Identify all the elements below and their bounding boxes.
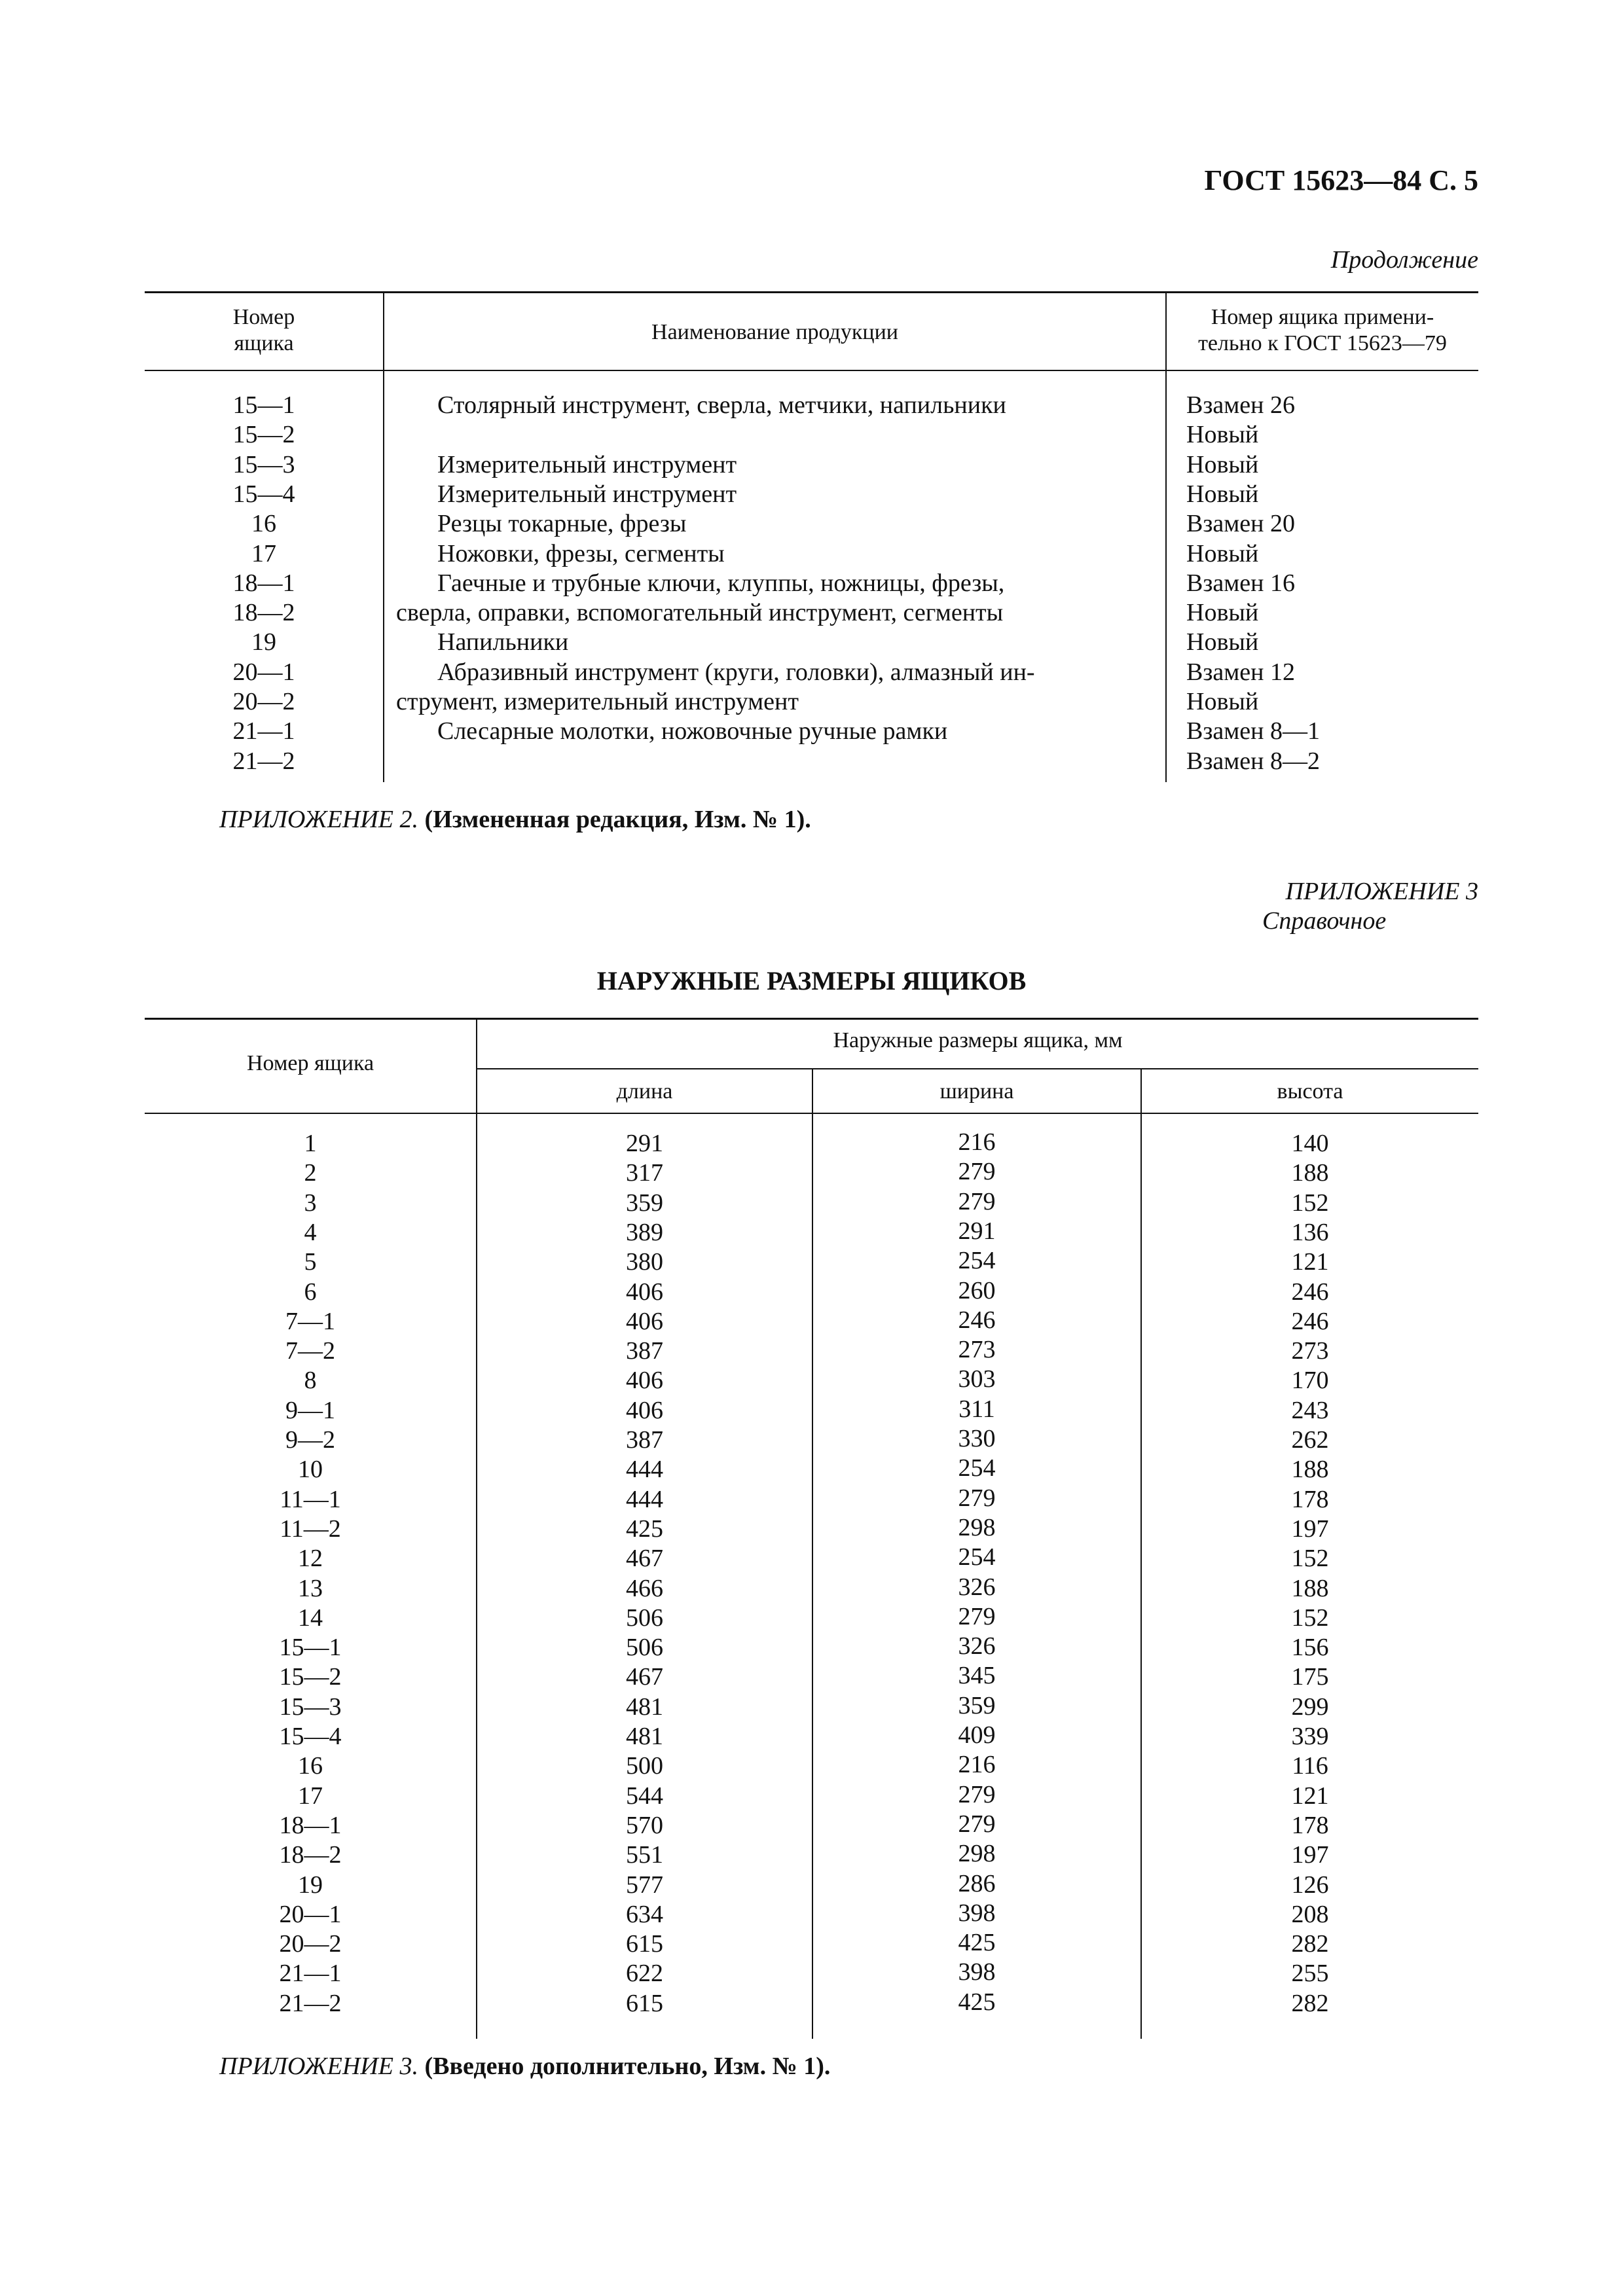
table2-cell-height: 136 — [1291, 1219, 1329, 1246]
table2-cell-height: 170 — [1291, 1367, 1329, 1394]
table1-header-line: Номер — [232, 305, 295, 329]
table2-cell-length: 291 — [626, 1130, 663, 1157]
table2-cell-height: 197 — [1291, 1841, 1329, 1869]
table2-cell-length: 317 — [626, 1159, 663, 1187]
table2-cell-box-number: 7—1 — [285, 1308, 335, 1335]
table2-cell-width: 311 — [958, 1395, 995, 1423]
table2-cell-width: 254 — [958, 1247, 996, 1274]
table1-cell-number: 20—2 — [232, 688, 295, 715]
appendix-3-label: ПРИЛОЖЕНИЕ 3 — [1285, 878, 1478, 905]
table2-cell-box-number: 11—2 — [280, 1515, 341, 1543]
table2-cell-length: 634 — [626, 1901, 663, 1928]
table2-cell-height: 197 — [1291, 1515, 1329, 1543]
table1-cell-old-number: Взамен 26 — [1186, 391, 1295, 419]
table2-cell-length: 466 — [626, 1575, 663, 1602]
table2-cell-length: 481 — [626, 1693, 663, 1721]
table2-cell-box-number: 15—4 — [279, 1723, 342, 1750]
table2-header-width: ширина — [939, 1079, 1014, 1103]
table2-cell-height: 140 — [1291, 1130, 1329, 1157]
table2-cell-height: 121 — [1291, 1248, 1329, 1276]
table2-cell-width: 330 — [958, 1425, 996, 1452]
caption-label: ПРИЛОЖЕНИЕ 2. — [219, 806, 418, 833]
table1-cell-old-number: Взамен 8—2 — [1186, 747, 1320, 775]
caption-appendix-3 — [219, 2052, 830, 2081]
table2-cell-length: 406 — [626, 1308, 663, 1335]
table2-cell-width: 279 — [958, 1484, 996, 1512]
table2-cell-length: 406 — [626, 1367, 663, 1394]
table2-cell-height: 156 — [1291, 1634, 1329, 1661]
table2-cell-length: 615 — [626, 1930, 663, 1958]
table1-cell-product: Измерительный инструмент — [437, 480, 737, 508]
table2-cell-length: 444 — [626, 1486, 663, 1513]
table1-cell-product: Слесарные молотки, ножовочные ручные рамки — [437, 717, 948, 745]
table2-cell-height: 126 — [1291, 1871, 1329, 1899]
table2-cell-box-number: 6 — [304, 1278, 317, 1306]
table2-cell-box-number: 15—2 — [279, 1663, 342, 1691]
table2-cell-width: 286 — [958, 1870, 996, 1897]
table1-cell-number: 21—1 — [232, 717, 295, 745]
table2-cell-length: 444 — [626, 1456, 663, 1483]
table2-cell-length: 615 — [626, 1990, 663, 2017]
table1-cell-old-number: Взамен 16 — [1186, 569, 1295, 597]
table1-cell-number: 16 — [251, 510, 276, 537]
table2-cell-length: 389 — [626, 1219, 663, 1246]
table1-cell-product: Измерительный инструмент — [437, 451, 737, 478]
table2-cell-width: 279 — [958, 1188, 996, 1215]
table2-cell-length: 622 — [626, 1960, 663, 1987]
table1-cell-old-number: Новый — [1186, 451, 1259, 478]
page-header: ГОСТ 15623—84 С. 5 — [1204, 164, 1478, 196]
table2-cell-height: 178 — [1291, 1812, 1329, 1839]
table2-header-length: длина — [616, 1079, 673, 1103]
table2-cell-box-number: 16 — [298, 1752, 323, 1780]
table1-col-divider-1 — [383, 291, 384, 782]
table2-cell-box-number: 4 — [304, 1219, 317, 1246]
table2-group-rule — [477, 1068, 1478, 1069]
table2-cell-box-number: 9—2 — [285, 1426, 335, 1454]
table2-cell-width: 326 — [958, 1573, 996, 1601]
table2-cell-length: 544 — [626, 1782, 663, 1810]
table2-cell-height: 116 — [1292, 1752, 1328, 1780]
table2-cell-height: 243 — [1291, 1397, 1329, 1424]
table2-cell-width: 359 — [958, 1692, 996, 1719]
table2-cell-width: 345 — [958, 1662, 996, 1689]
table2-cell-box-number: 3 — [304, 1189, 317, 1217]
table2-cell-height: 282 — [1291, 1930, 1329, 1958]
table2-cell-height: 152 — [1291, 1189, 1329, 1217]
table1-cell-number: 19 — [251, 628, 276, 656]
table2-cell-height: 188 — [1291, 1456, 1329, 1483]
table2-cell-length: 406 — [626, 1278, 663, 1306]
table2-cell-height: 282 — [1291, 1990, 1329, 2017]
table2-cell-box-number: 12 — [298, 1545, 323, 1572]
appendix-3-subtitle: Справочное — [1262, 907, 1387, 935]
table2-top-rule — [145, 1018, 1478, 1020]
table2-cell-box-number: 20—2 — [279, 1930, 342, 1958]
table2-cell-box-number: 18—2 — [279, 1841, 342, 1869]
table2-cell-length: 506 — [626, 1634, 663, 1661]
table2-cell-box-number: 7—2 — [285, 1337, 335, 1365]
table2-cell-length: 577 — [626, 1871, 663, 1899]
table1-cell-old-number: Взамен 12 — [1186, 658, 1295, 686]
table1-cell-product: Абразивный инструмент (круги, головки), алмазный ин- — [437, 658, 1035, 686]
table1-cell-old-number: Взамен 20 — [1186, 510, 1295, 537]
table1-cell-old-number: Новый — [1186, 540, 1259, 567]
table2-cell-box-number: 11—1 — [280, 1486, 341, 1513]
table2-cell-length: 467 — [626, 1545, 663, 1572]
table2-header-box-number: Номер ящика — [246, 1051, 374, 1075]
table2-cell-width: 254 — [958, 1454, 996, 1482]
table2-cell-length: 380 — [626, 1248, 663, 1276]
table1-cell-product: сверла, оправки, вспомогательный инструмент, сегменты — [396, 599, 1004, 626]
caption-text: (Введено дополнительно, Изм. № 1). — [424, 2053, 831, 2080]
table1-cell-number: 21—2 — [232, 747, 295, 775]
table1-cell-product: Столярный инструмент, сверла, метчики, напильники — [437, 391, 1006, 419]
table1-cell-number: 18—2 — [232, 599, 295, 626]
table2-cell-width: 260 — [958, 1277, 996, 1304]
table2-cell-height: 273 — [1291, 1337, 1329, 1365]
continuation-label: Продолжение — [1330, 246, 1478, 274]
table1-cell-product: Гаечные и трубные ключи, клуппы, ножницы, фрезы, — [437, 569, 1005, 597]
table1-cell-product: струмент, измерительный инструмент — [396, 688, 799, 715]
table2-cell-box-number: 18—1 — [279, 1812, 342, 1839]
table2-cell-height: 208 — [1291, 1901, 1329, 1928]
table2-cell-box-number: 21—1 — [279, 1960, 342, 1987]
table1-cell-old-number: Новый — [1186, 688, 1259, 715]
table2-cell-length: 500 — [626, 1752, 663, 1780]
table2-cell-width: 273 — [958, 1336, 996, 1363]
table2-cell-box-number: 19 — [298, 1871, 323, 1899]
table2-cell-width: 216 — [958, 1751, 996, 1778]
caption-text: (Измененная редакция, Изм. № 1). — [424, 806, 811, 833]
table2-cell-box-number: 13 — [298, 1575, 323, 1602]
table2-cell-height: 178 — [1291, 1486, 1329, 1513]
table1-cell-old-number: Взамен 8—1 — [1186, 717, 1320, 745]
table1-header-line: Номер ящика примени- — [1211, 305, 1434, 329]
table1-cell-old-number: Новый — [1186, 628, 1259, 656]
table1-header-line: тельно к ГОСТ 15623—79 — [1198, 331, 1447, 355]
table2-cell-length: 406 — [626, 1397, 663, 1424]
table2-cell-height: 255 — [1291, 1960, 1329, 1987]
table2-header-group: Наружные размеры ящика, мм — [833, 1028, 1123, 1052]
table2-cell-box-number: 1 — [304, 1130, 317, 1157]
table2-cell-height: 188 — [1291, 1575, 1329, 1602]
table1-cell-old-number: Новый — [1186, 599, 1259, 626]
table2-cell-width: 409 — [958, 1721, 996, 1749]
table2-cell-length: 359 — [626, 1189, 663, 1217]
table2-cell-width: 425 — [958, 1988, 996, 2016]
table2-cell-length: 551 — [626, 1841, 663, 1869]
table2-cell-length: 481 — [626, 1723, 663, 1750]
table2-cell-box-number: 8 — [304, 1367, 317, 1394]
table2-cell-length: 506 — [626, 1604, 663, 1632]
table2-cell-length: 387 — [626, 1426, 663, 1454]
caption-label: ПРИЛОЖЕНИЕ 3. — [219, 2053, 418, 2080]
table2-cell-height: 339 — [1291, 1723, 1329, 1750]
table1-cell-number: 15—4 — [232, 480, 295, 508]
table2-cell-box-number: 20—1 — [279, 1901, 342, 1928]
table2-cell-width: 398 — [958, 1958, 996, 1986]
table2-cell-box-number: 9—1 — [285, 1397, 335, 1424]
table1-header-product-name: Наименование продукции — [651, 320, 898, 344]
table2-cell-height: 246 — [1291, 1308, 1329, 1335]
table1-col-divider-2 — [1165, 291, 1167, 782]
table2-cell-box-number: 21—2 — [279, 1990, 342, 2017]
table1-cell-number: 15—2 — [232, 421, 295, 448]
table1-cell-old-number: Новый — [1186, 480, 1259, 508]
table2-cell-width: 279 — [958, 1603, 996, 1630]
table2-cell-box-number: 15—3 — [279, 1693, 342, 1721]
table2-cell-height: 152 — [1291, 1545, 1329, 1572]
table2-cell-width: 326 — [958, 1632, 996, 1660]
table1-cell-product: Ножовки, фрезы, сегменты — [437, 540, 725, 567]
table1-cell-product: Резцы токарные, фрезы — [437, 510, 687, 537]
table2-title: НАРУЖНЫЕ РАЗМЕРЫ ЯЩИКОВ — [596, 966, 1027, 996]
table1-cell-number: 15—3 — [232, 451, 295, 478]
table2-cell-width: 216 — [958, 1128, 996, 1156]
table2-cell-height: 188 — [1291, 1159, 1329, 1187]
table1-top-rule — [145, 291, 1478, 293]
table2-cell-width: 279 — [958, 1781, 996, 1808]
table2-cell-box-number: 10 — [298, 1456, 323, 1483]
table1-cell-number: 17 — [251, 540, 276, 567]
table1-header-box-number — [145, 304, 383, 357]
table1-cell-number: 18—1 — [232, 569, 295, 597]
table2-cell-box-number: 17 — [298, 1782, 323, 1810]
table2-cell-box-number: 5 — [304, 1248, 317, 1276]
caption-appendix-2 — [219, 805, 811, 834]
table1-header-rule — [145, 370, 1478, 371]
table2-cell-width: 398 — [958, 1899, 996, 1927]
table2-cell-height: 299 — [1291, 1693, 1329, 1721]
table2-cell-length: 570 — [626, 1812, 663, 1839]
table2-cell-box-number: 15—1 — [279, 1634, 342, 1661]
table1-cell-product: Напильники — [437, 628, 569, 656]
table2-cell-width: 298 — [958, 1840, 996, 1867]
table2-cell-width: 291 — [958, 1217, 996, 1245]
table2-cell-length: 425 — [626, 1515, 663, 1543]
table1-cell-number: 15—1 — [232, 391, 295, 419]
table2-cell-length: 467 — [626, 1663, 663, 1691]
table2-cell-height: 246 — [1291, 1278, 1329, 1306]
table2-cell-height: 152 — [1291, 1604, 1329, 1632]
table2-cell-length: 387 — [626, 1337, 663, 1365]
table2-cell-box-number: 14 — [298, 1604, 323, 1632]
table2-cell-height: 262 — [1291, 1426, 1329, 1454]
table1-header-old-number — [1167, 304, 1478, 357]
table2-header-height: высота — [1277, 1079, 1343, 1103]
table2-cell-width: 246 — [958, 1306, 996, 1334]
table2-cell-height: 175 — [1291, 1663, 1329, 1691]
table2-cell-width: 303 — [958, 1365, 996, 1393]
table2-cell-width: 254 — [958, 1543, 996, 1571]
table2-cell-box-number: 2 — [304, 1159, 317, 1187]
table2-cell-width: 279 — [958, 1158, 996, 1185]
table2-cell-width: 279 — [958, 1810, 996, 1838]
table2-cell-height: 121 — [1291, 1782, 1329, 1810]
table1-header-line: ящика — [234, 331, 294, 355]
table2-cell-width: 425 — [958, 1929, 996, 1956]
table2-cell-width: 298 — [958, 1514, 996, 1541]
table1-cell-old-number: Новый — [1186, 421, 1259, 448]
table1-cell-number: 20—1 — [232, 658, 295, 686]
